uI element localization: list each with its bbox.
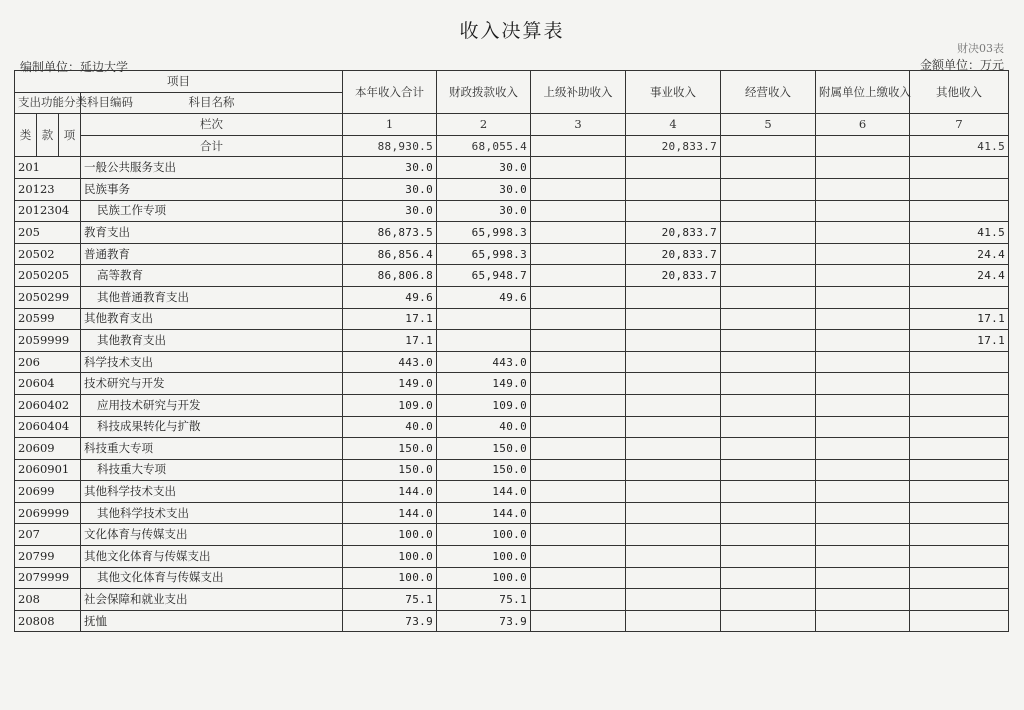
amount-cell	[531, 502, 626, 524]
subject-code: 201	[15, 157, 81, 179]
amount-cell: 100.0	[343, 567, 437, 589]
amount-cell	[910, 157, 1009, 179]
col-num-3: 3	[531, 114, 626, 136]
amount-cell: 65,998.3	[437, 222, 531, 244]
amount-cell	[816, 610, 910, 632]
subject-name: 科技成果转化与扩散	[81, 416, 343, 438]
amount-cell	[626, 481, 721, 503]
header-row-lanci	[15, 114, 1009, 136]
table-row	[15, 286, 1009, 308]
header-col-5: 经营收入	[721, 71, 816, 114]
amount-cell	[721, 567, 816, 589]
header-row-item	[15, 71, 1009, 93]
amount-cell: 30.0	[343, 200, 437, 222]
amount-cell: 41.5	[910, 222, 1009, 244]
amount-cell	[721, 178, 816, 200]
amount-cell	[626, 546, 721, 568]
table-row	[15, 308, 1009, 330]
amount-cell	[910, 481, 1009, 503]
amount-cell: 443.0	[343, 351, 437, 373]
table-row	[15, 438, 1009, 460]
amount-cell	[721, 394, 816, 416]
amount-cell	[721, 286, 816, 308]
amount-cell: 149.0	[437, 373, 531, 395]
amount-cell: 144.0	[343, 502, 437, 524]
amount-cell	[626, 416, 721, 438]
subject-name: 民族工作专项	[81, 200, 343, 222]
amount-cell	[816, 481, 910, 503]
amount-cell: 100.0	[343, 524, 437, 546]
subject-name: 其他教育支出	[81, 308, 343, 330]
amount-cell: 30.0	[343, 178, 437, 200]
subject-name: 高等教育	[81, 265, 343, 287]
amount-cell	[910, 610, 1009, 632]
subject-code: 2079999	[15, 567, 81, 589]
subject-name: 其他科学技术支出	[81, 502, 343, 524]
amount-cell	[531, 373, 626, 395]
amount-cell	[910, 502, 1009, 524]
col-num-5: 5	[721, 114, 816, 136]
amount-cell: 144.0	[343, 481, 437, 503]
subject-code: 2012304	[15, 200, 81, 222]
amount-cell	[626, 589, 721, 611]
table-row	[15, 610, 1009, 632]
header-subject-name: 科目名称	[81, 92, 343, 114]
amount-cell	[816, 524, 910, 546]
subject-name: 科技重大专项	[81, 459, 343, 481]
header-xiang: 项	[59, 114, 81, 157]
amount-cell	[721, 546, 816, 568]
amount-cell	[721, 481, 816, 503]
amount-cell	[910, 351, 1009, 373]
amount-cell	[816, 200, 910, 222]
amount-cell: 24.4	[910, 265, 1009, 287]
amount-cell	[721, 416, 816, 438]
amount-cell: 17.1	[910, 330, 1009, 352]
subject-code: 20799	[15, 546, 81, 568]
amount-cell	[626, 394, 721, 416]
amount-cell: 75.1	[437, 589, 531, 611]
table-row	[15, 200, 1009, 222]
page-title: 收入决算表	[459, 20, 565, 42]
amount-cell	[626, 330, 721, 352]
amount-cell	[626, 567, 721, 589]
amount-cell	[531, 481, 626, 503]
table-row	[15, 265, 1009, 287]
amount-cell	[626, 502, 721, 524]
amount-cell	[816, 265, 910, 287]
amount-cell: 144.0	[437, 481, 531, 503]
amount-cell	[721, 373, 816, 395]
subject-name: 其他文化体育与传媒支出	[81, 546, 343, 568]
col-num-2: 2	[437, 114, 531, 136]
amount-cell	[531, 416, 626, 438]
amount-cell	[910, 286, 1009, 308]
subject-code: 208	[15, 589, 81, 611]
table-row	[15, 157, 1009, 179]
header-lanci: 栏次	[81, 114, 343, 136]
amount-cell	[816, 502, 910, 524]
revenue-table	[14, 70, 1009, 632]
subject-code: 205	[15, 222, 81, 244]
subject-code: 2060404	[15, 416, 81, 438]
subject-code: 2050299	[15, 286, 81, 308]
amount-cell	[626, 524, 721, 546]
amount-cell	[626, 308, 721, 330]
amount-cell	[626, 459, 721, 481]
subject-code: 20808	[15, 610, 81, 632]
subject-code: 2059999	[15, 330, 81, 352]
amount-cell	[910, 438, 1009, 460]
amount-cell	[816, 243, 910, 265]
col-num-6: 6	[816, 114, 910, 136]
amount-cell	[531, 589, 626, 611]
amount-cell: 86,856.4	[343, 243, 437, 265]
subject-code: 2050205	[15, 265, 81, 287]
amount-cell	[437, 308, 531, 330]
total-value	[531, 135, 626, 157]
amount-cell	[626, 200, 721, 222]
col-num-7: 7	[910, 114, 1009, 136]
amount-cell	[531, 351, 626, 373]
table-row	[15, 178, 1009, 200]
header-kuan: 款	[37, 114, 59, 157]
amount-cell	[626, 178, 721, 200]
amount-cell: 443.0	[437, 351, 531, 373]
table-row	[15, 373, 1009, 395]
col-num-1: 1	[343, 114, 437, 136]
amount-cell: 17.1	[910, 308, 1009, 330]
amount-cell	[816, 459, 910, 481]
subject-name: 教育支出	[81, 222, 343, 244]
table-row	[15, 502, 1009, 524]
amount-cell	[910, 416, 1009, 438]
total-value: 88,930.5	[343, 135, 437, 157]
amount-cell: 75.1	[343, 589, 437, 611]
amount-cell	[531, 459, 626, 481]
amount-cell	[910, 459, 1009, 481]
subject-code: 2069999	[15, 502, 81, 524]
reporting-unit: 编制单位：延边大学	[20, 60, 129, 74]
header-col-4: 事业收入	[626, 71, 721, 114]
amount-cell	[721, 157, 816, 179]
amount-cell	[626, 373, 721, 395]
amount-cell	[721, 222, 816, 244]
amount-cell	[721, 351, 816, 373]
amount-cell: 150.0	[437, 459, 531, 481]
amount-cell: 20,833.7	[626, 265, 721, 287]
total-value	[816, 135, 910, 157]
amount-cell	[816, 589, 910, 611]
total-value	[721, 135, 816, 157]
amount-cell	[816, 567, 910, 589]
amount-cell: 150.0	[343, 459, 437, 481]
amount-cell: 40.0	[343, 416, 437, 438]
amount-cell	[721, 610, 816, 632]
amount-cell	[721, 502, 816, 524]
amount-cell: 144.0	[437, 502, 531, 524]
amount-cell	[721, 243, 816, 265]
amount-cell	[531, 157, 626, 179]
total-value: 41.5	[910, 135, 1009, 157]
subject-code: 20123	[15, 178, 81, 200]
amount-cell: 30.0	[437, 178, 531, 200]
subject-code: 20604	[15, 373, 81, 395]
amount-cell	[531, 178, 626, 200]
amount-cell	[626, 157, 721, 179]
subject-name: 其他科学技术支出	[81, 481, 343, 503]
amount-cell: 49.6	[437, 286, 531, 308]
subject-code: 20502	[15, 243, 81, 265]
table-row	[15, 481, 1009, 503]
amount-cell	[816, 157, 910, 179]
table-row	[15, 330, 1009, 352]
table-row	[15, 459, 1009, 481]
table-row	[15, 567, 1009, 589]
amount-cell: 30.0	[437, 157, 531, 179]
subject-code: 2060402	[15, 394, 81, 416]
header-col-1: 本年收入合计	[343, 71, 437, 114]
amount-cell	[531, 200, 626, 222]
amount-cell: 73.9	[343, 610, 437, 632]
subject-name: 一般公共服务支出	[81, 157, 343, 179]
amount-cell	[721, 438, 816, 460]
subject-name: 民族事务	[81, 178, 343, 200]
form-code: 财决03表	[957, 42, 1004, 55]
amount-cell	[531, 330, 626, 352]
amount-cell	[816, 351, 910, 373]
amount-cell	[910, 178, 1009, 200]
total-value: 20,833.7	[626, 135, 721, 157]
amount-cell: 86,873.5	[343, 222, 437, 244]
amount-cell: 150.0	[343, 438, 437, 460]
amount-cell	[531, 438, 626, 460]
amount-cell: 150.0	[437, 438, 531, 460]
amount-cell	[721, 459, 816, 481]
table-row	[15, 222, 1009, 244]
table-row	[15, 416, 1009, 438]
amount-cell	[910, 373, 1009, 395]
subject-name: 其他文化体育与传媒支出	[81, 567, 343, 589]
amount-cell: 149.0	[343, 373, 437, 395]
amount-cell	[816, 330, 910, 352]
amount-cell	[531, 243, 626, 265]
subject-name: 应用技术研究与开发	[81, 394, 343, 416]
amount-cell	[816, 286, 910, 308]
amount-cell: 100.0	[343, 546, 437, 568]
amount-cell	[816, 546, 910, 568]
amount-cell: 65,948.7	[437, 265, 531, 287]
amount-cell	[910, 546, 1009, 568]
table-row	[15, 394, 1009, 416]
amount-cell	[626, 438, 721, 460]
amount-cell: 30.0	[437, 200, 531, 222]
amount-cell	[816, 373, 910, 395]
amount-cell: 100.0	[437, 546, 531, 568]
amount-cell	[531, 286, 626, 308]
amount-cell: 65,998.3	[437, 243, 531, 265]
subject-name: 文化体育与传媒支出	[81, 524, 343, 546]
header-lei: 类	[15, 114, 37, 157]
amount-cell	[531, 524, 626, 546]
subject-name: 其他普通教育支出	[81, 286, 343, 308]
amount-cell	[910, 589, 1009, 611]
amount-cell	[816, 438, 910, 460]
subject-name: 普通教育	[81, 243, 343, 265]
amount-cell	[910, 394, 1009, 416]
amount-cell: 17.1	[343, 308, 437, 330]
amount-cell	[531, 308, 626, 330]
amount-cell	[910, 524, 1009, 546]
amount-cell: 109.0	[437, 394, 531, 416]
amount-cell	[626, 286, 721, 308]
subject-code: 20599	[15, 308, 81, 330]
amount-cell: 86,806.8	[343, 265, 437, 287]
amount-cell: 49.6	[343, 286, 437, 308]
amount-cell	[816, 178, 910, 200]
amount-cell	[626, 610, 721, 632]
table-row	[15, 589, 1009, 611]
header-col-2: 财政拨款收入	[437, 71, 531, 114]
table-row	[15, 351, 1009, 373]
subject-code: 207	[15, 524, 81, 546]
table-row	[15, 524, 1009, 546]
col-num-4: 4	[626, 114, 721, 136]
amount-cell	[910, 200, 1009, 222]
header-col-3: 上级补助收入	[531, 71, 626, 114]
amount-cell	[816, 308, 910, 330]
amount-cell	[721, 589, 816, 611]
amount-cell: 17.1	[343, 330, 437, 352]
amount-cell	[816, 416, 910, 438]
amount-cell: 30.0	[343, 157, 437, 179]
header-func-code: 支出功能分类科目编码	[15, 92, 81, 114]
subject-name: 抚恤	[81, 610, 343, 632]
subject-code: 2060901	[15, 459, 81, 481]
amount-cell	[721, 308, 816, 330]
table-row	[15, 546, 1009, 568]
amount-cell	[721, 200, 816, 222]
subject-name: 社会保障和就业支出	[81, 589, 343, 611]
subject-code: 20699	[15, 481, 81, 503]
amount-cell	[531, 394, 626, 416]
amount-cell: 100.0	[437, 567, 531, 589]
header-col-6: 附属单位上缴收入	[816, 71, 910, 114]
amount-cell	[816, 394, 910, 416]
amount-cell	[531, 546, 626, 568]
amount-cell: 40.0	[437, 416, 531, 438]
amount-cell: 73.9	[437, 610, 531, 632]
amount-unit: 金额单位：万元	[919, 58, 1004, 72]
total-label: 合计	[81, 135, 343, 157]
amount-cell	[816, 222, 910, 244]
subject-name: 科学技术支出	[81, 351, 343, 373]
amount-cell	[531, 610, 626, 632]
total-row	[15, 135, 1009, 157]
amount-cell	[721, 265, 816, 287]
amount-cell: 24.4	[910, 243, 1009, 265]
amount-cell	[910, 567, 1009, 589]
amount-cell	[437, 330, 531, 352]
amount-cell	[721, 330, 816, 352]
amount-cell	[531, 567, 626, 589]
amount-cell	[531, 265, 626, 287]
header-item: 项目	[15, 71, 343, 93]
amount-cell	[626, 351, 721, 373]
subject-name: 技术研究与开发	[81, 373, 343, 395]
amount-cell: 20,833.7	[626, 243, 721, 265]
amount-cell	[531, 222, 626, 244]
subject-code: 20609	[15, 438, 81, 460]
subject-code: 206	[15, 351, 81, 373]
table-row	[15, 243, 1009, 265]
header-col-7: 其他收入	[910, 71, 1009, 114]
subject-name: 其他教育支出	[81, 330, 343, 352]
total-value: 68,055.4	[437, 135, 531, 157]
amount-cell: 100.0	[437, 524, 531, 546]
amount-cell: 109.0	[343, 394, 437, 416]
amount-cell	[721, 524, 816, 546]
subject-name: 科技重大专项	[81, 438, 343, 460]
amount-cell: 20,833.7	[626, 222, 721, 244]
